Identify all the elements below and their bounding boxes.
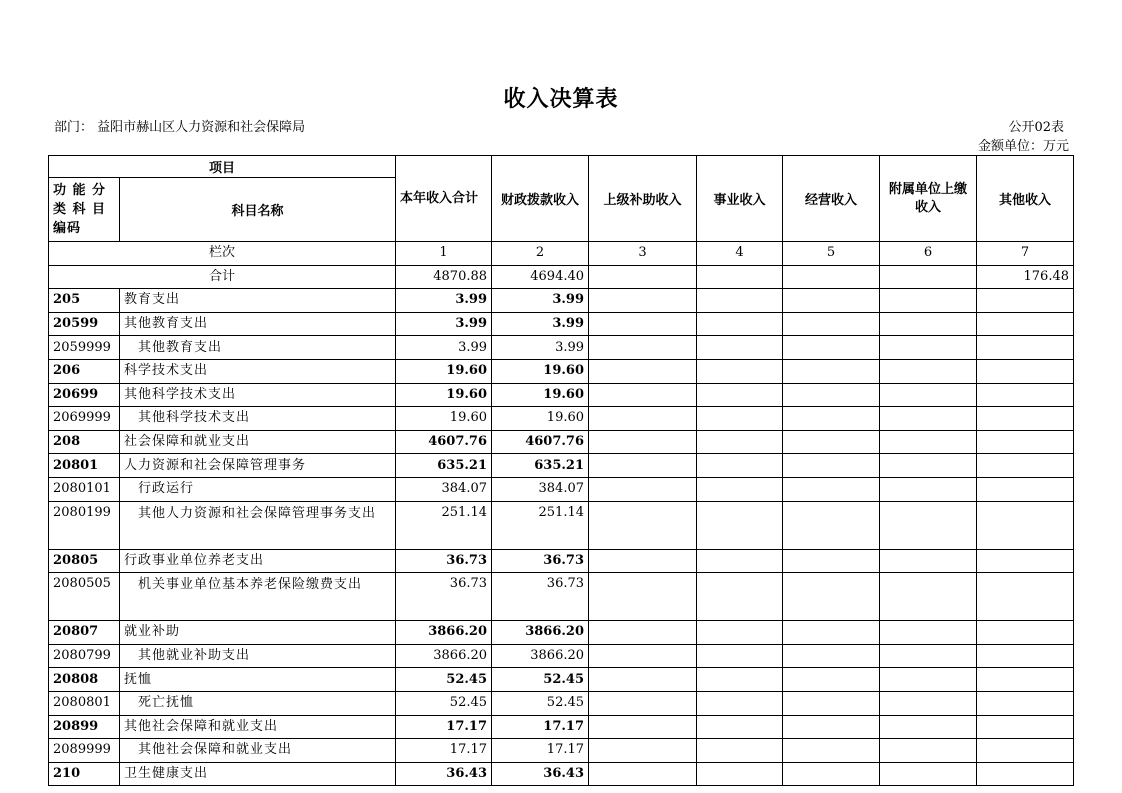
row-code: 2080799 <box>49 644 120 668</box>
row-name: 机关事业单位基本养老保险缴费支出 <box>120 573 396 621</box>
row-other-income <box>977 644 1074 668</box>
row-business-income <box>697 715 783 739</box>
row-business-income <box>697 336 783 360</box>
table-row <box>49 668 1074 692</box>
row-fiscal-appropriation: 384.07 <box>492 477 589 501</box>
row-business-income <box>697 762 783 786</box>
row-fiscal-appropriation: 52.45 <box>492 668 589 692</box>
header-function-code: 功 能 分 类 科 目 编码 <box>49 178 120 242</box>
row-other-income <box>977 430 1074 454</box>
row-affiliated-unit <box>880 573 977 621</box>
column-number: 3 <box>589 242 697 266</box>
header-total-income: 本年收入合计 <box>396 156 492 242</box>
row-total-income: 3.99 <box>396 289 492 313</box>
row-code: 20808 <box>49 668 120 692</box>
header-superior-subsidy: 上级补助收入 <box>589 156 697 242</box>
row-affiliated-unit <box>880 312 977 336</box>
header-business-income: 事业收入 <box>697 156 783 242</box>
row-name: 科学技术支出 <box>120 359 396 383</box>
row-operating-income <box>783 715 880 739</box>
table-row <box>49 691 1074 715</box>
row-superior-subsidy <box>589 289 697 313</box>
row-code: 2080101 <box>49 477 120 501</box>
total-cell: 4870.88 <box>396 265 492 289</box>
row-affiliated-unit <box>880 691 977 715</box>
row-total-income: 3866.20 <box>396 621 492 645</box>
row-fiscal-appropriation: 19.60 <box>492 359 589 383</box>
total-row <box>49 265 1074 289</box>
column-number-label: 栏次 <box>49 242 396 266</box>
row-fiscal-appropriation: 3866.20 <box>492 621 589 645</box>
row-code: 20801 <box>49 454 120 478</box>
row-operating-income <box>783 501 880 549</box>
row-superior-subsidy <box>589 621 697 645</box>
row-code: 20805 <box>49 549 120 573</box>
row-affiliated-unit <box>880 762 977 786</box>
row-affiliated-unit <box>880 549 977 573</box>
table-row <box>49 762 1074 786</box>
row-operating-income <box>783 691 880 715</box>
table-row <box>49 407 1074 431</box>
row-business-income <box>697 289 783 313</box>
row-code: 2059999 <box>49 336 120 360</box>
row-total-income: 3866.20 <box>396 644 492 668</box>
row-name: 其他科学技术支出 <box>120 407 396 431</box>
total-label: 合计 <box>49 265 396 289</box>
row-code: 20899 <box>49 715 120 739</box>
row-other-income <box>977 477 1074 501</box>
column-number: 5 <box>783 242 880 266</box>
row-name: 其他教育支出 <box>120 312 396 336</box>
row-business-income <box>697 691 783 715</box>
row-total-income: 384.07 <box>396 477 492 501</box>
row-name: 其他社会保障和就业支出 <box>120 715 396 739</box>
total-cell: 176.48 <box>977 265 1074 289</box>
table-row <box>49 454 1074 478</box>
row-business-income <box>697 644 783 668</box>
page-title: 收入决算表 <box>503 87 619 112</box>
row-fiscal-appropriation: 635.21 <box>492 454 589 478</box>
total-cell <box>880 265 977 289</box>
row-other-income <box>977 336 1074 360</box>
row-other-income <box>977 407 1074 431</box>
row-code: 210 <box>49 762 120 786</box>
header-affiliated-unit: 附属单位上缴 收入 <box>880 156 977 242</box>
row-operating-income <box>783 644 880 668</box>
row-name: 人力资源和社会保障管理事务 <box>120 454 396 478</box>
row-name: 其他就业补助支出 <box>120 644 396 668</box>
row-fiscal-appropriation: 52.45 <box>492 691 589 715</box>
row-other-income <box>977 621 1074 645</box>
row-superior-subsidy <box>589 715 697 739</box>
column-number: 1 <box>396 242 492 266</box>
row-business-income <box>697 739 783 763</box>
row-superior-subsidy <box>589 477 697 501</box>
row-name: 其他社会保障和就业支出 <box>120 739 396 763</box>
table-row <box>49 289 1074 313</box>
table-row <box>49 477 1074 501</box>
row-superior-subsidy <box>589 359 697 383</box>
column-number: 6 <box>880 242 977 266</box>
row-code: 205 <box>49 289 120 313</box>
row-total-income: 19.60 <box>396 359 492 383</box>
amount-unit: 金额单位：万元 <box>977 139 1069 154</box>
row-business-income <box>697 407 783 431</box>
row-code: 2080801 <box>49 691 120 715</box>
row-superior-subsidy <box>589 407 697 431</box>
row-name: 社会保障和就业支出 <box>120 430 396 454</box>
row-code: 206 <box>49 359 120 383</box>
row-total-income: 17.17 <box>396 739 492 763</box>
department-label: 部门： 益阳市赫山区人力资源和社会保障局 <box>54 120 306 135</box>
row-superior-subsidy <box>589 430 697 454</box>
row-affiliated-unit <box>880 407 977 431</box>
row-superior-subsidy <box>589 691 697 715</box>
row-fiscal-appropriation: 3.99 <box>492 289 589 313</box>
row-total-income: 17.17 <box>396 715 492 739</box>
row-other-income <box>977 549 1074 573</box>
row-name: 抚恤 <box>120 668 396 692</box>
row-business-income <box>697 573 783 621</box>
row-total-income: 3.99 <box>396 312 492 336</box>
row-affiliated-unit <box>880 383 977 407</box>
total-cell <box>697 265 783 289</box>
table-row <box>49 312 1074 336</box>
row-business-income <box>697 621 783 645</box>
row-operating-income <box>783 573 880 621</box>
row-affiliated-unit <box>880 715 977 739</box>
row-other-income <box>977 691 1074 715</box>
row-total-income: 52.45 <box>396 668 492 692</box>
row-fiscal-appropriation: 19.60 <box>492 407 589 431</box>
row-affiliated-unit <box>880 501 977 549</box>
row-business-income <box>697 430 783 454</box>
table-row <box>49 739 1074 763</box>
row-operating-income <box>783 477 880 501</box>
table-row <box>49 501 1074 549</box>
row-operating-income <box>783 454 880 478</box>
row-code: 20807 <box>49 621 120 645</box>
row-affiliated-unit <box>880 621 977 645</box>
row-business-income <box>697 383 783 407</box>
row-operating-income <box>783 430 880 454</box>
row-other-income <box>977 454 1074 478</box>
row-name: 行政事业单位养老支出 <box>120 549 396 573</box>
row-affiliated-unit <box>880 454 977 478</box>
row-fiscal-appropriation: 17.17 <box>492 739 589 763</box>
row-other-income <box>977 762 1074 786</box>
row-other-income <box>977 715 1074 739</box>
header-item: 项目 <box>49 156 396 178</box>
row-business-income <box>697 312 783 336</box>
row-name: 死亡抚恤 <box>120 691 396 715</box>
table-row <box>49 430 1074 454</box>
income-table <box>48 155 1074 786</box>
row-other-income <box>977 312 1074 336</box>
row-superior-subsidy <box>589 336 697 360</box>
row-business-income <box>697 549 783 573</box>
row-operating-income <box>783 407 880 431</box>
header-fiscal-appropriation: 财政拨款收入 <box>492 156 589 242</box>
column-number: 2 <box>492 242 589 266</box>
form-number: 公开02表 <box>1008 120 1064 135</box>
row-fiscal-appropriation: 4607.76 <box>492 430 589 454</box>
row-code: 2089999 <box>49 739 120 763</box>
row-operating-income <box>783 312 880 336</box>
header-subject-name: 科目名称 <box>120 178 396 242</box>
row-superior-subsidy <box>589 739 697 763</box>
row-other-income <box>977 573 1074 621</box>
header-other-income: 其他收入 <box>977 156 1074 242</box>
row-code: 208 <box>49 430 120 454</box>
column-number: 4 <box>697 242 783 266</box>
row-operating-income <box>783 549 880 573</box>
row-affiliated-unit <box>880 336 977 360</box>
row-name: 就业补助 <box>120 621 396 645</box>
row-name: 行政运行 <box>120 477 396 501</box>
row-operating-income <box>783 383 880 407</box>
total-cell <box>589 265 697 289</box>
row-code: 2080505 <box>49 573 120 621</box>
row-total-income: 19.60 <box>396 407 492 431</box>
row-business-income <box>697 454 783 478</box>
total-cell: 4694.40 <box>492 265 589 289</box>
row-total-income: 36.43 <box>396 762 492 786</box>
row-fiscal-appropriation: 17.17 <box>492 715 589 739</box>
row-name: 其他教育支出 <box>120 336 396 360</box>
row-name: 教育支出 <box>120 289 396 313</box>
row-operating-income <box>783 336 880 360</box>
row-fiscal-appropriation: 36.43 <box>492 762 589 786</box>
row-affiliated-unit <box>880 430 977 454</box>
row-business-income <box>697 477 783 501</box>
row-fiscal-appropriation: 251.14 <box>492 501 589 549</box>
row-operating-income <box>783 621 880 645</box>
column-number: 7 <box>977 242 1074 266</box>
row-operating-income <box>783 668 880 692</box>
row-operating-income <box>783 739 880 763</box>
row-fiscal-appropriation: 19.60 <box>492 383 589 407</box>
row-total-income: 3.99 <box>396 336 492 360</box>
row-total-income: 36.73 <box>396 549 492 573</box>
table-row <box>49 621 1074 645</box>
row-affiliated-unit <box>880 477 977 501</box>
row-name: 其他人力资源和社会保障管理事务支出 <box>120 501 396 549</box>
row-operating-income <box>783 762 880 786</box>
column-number-row <box>49 242 1074 266</box>
row-name: 卫生健康支出 <box>120 762 396 786</box>
header-operating-income: 经营收入 <box>783 156 880 242</box>
table-row <box>49 359 1074 383</box>
row-other-income <box>977 668 1074 692</box>
row-total-income: 635.21 <box>396 454 492 478</box>
row-fiscal-appropriation: 3.99 <box>492 336 589 360</box>
row-affiliated-unit <box>880 289 977 313</box>
row-total-income: 19.60 <box>396 383 492 407</box>
row-total-income: 251.14 <box>396 501 492 549</box>
row-superior-subsidy <box>589 383 697 407</box>
row-operating-income <box>783 289 880 313</box>
row-other-income <box>977 289 1074 313</box>
table-row <box>49 549 1074 573</box>
row-code: 20599 <box>49 312 120 336</box>
row-affiliated-unit <box>880 644 977 668</box>
row-other-income <box>977 739 1074 763</box>
row-code: 20699 <box>49 383 120 407</box>
row-other-income <box>977 501 1074 549</box>
row-total-income: 4607.76 <box>396 430 492 454</box>
row-total-income: 36.73 <box>396 573 492 621</box>
row-other-income <box>977 359 1074 383</box>
row-superior-subsidy <box>589 644 697 668</box>
row-code: 2080199 <box>49 501 120 549</box>
row-fiscal-appropriation: 3866.20 <box>492 644 589 668</box>
row-superior-subsidy <box>589 501 697 549</box>
row-fiscal-appropriation: 36.73 <box>492 549 589 573</box>
table-row <box>49 383 1074 407</box>
table-row <box>49 573 1074 621</box>
total-cell <box>783 265 880 289</box>
row-superior-subsidy <box>589 454 697 478</box>
row-superior-subsidy <box>589 549 697 573</box>
row-code: 2069999 <box>49 407 120 431</box>
row-total-income: 52.45 <box>396 691 492 715</box>
row-superior-subsidy <box>589 762 697 786</box>
row-superior-subsidy <box>589 312 697 336</box>
row-superior-subsidy <box>589 668 697 692</box>
row-affiliated-unit <box>880 359 977 383</box>
table-row <box>49 336 1074 360</box>
row-affiliated-unit <box>880 739 977 763</box>
table-row <box>49 644 1074 668</box>
row-business-income <box>697 501 783 549</box>
row-operating-income <box>783 359 880 383</box>
row-business-income <box>697 668 783 692</box>
row-business-income <box>697 359 783 383</box>
row-fiscal-appropriation: 3.99 <box>492 312 589 336</box>
row-other-income <box>977 383 1074 407</box>
table-row <box>49 715 1074 739</box>
row-name: 其他科学技术支出 <box>120 383 396 407</box>
row-superior-subsidy <box>589 573 697 621</box>
row-affiliated-unit <box>880 668 977 692</box>
row-fiscal-appropriation: 36.73 <box>492 573 589 621</box>
